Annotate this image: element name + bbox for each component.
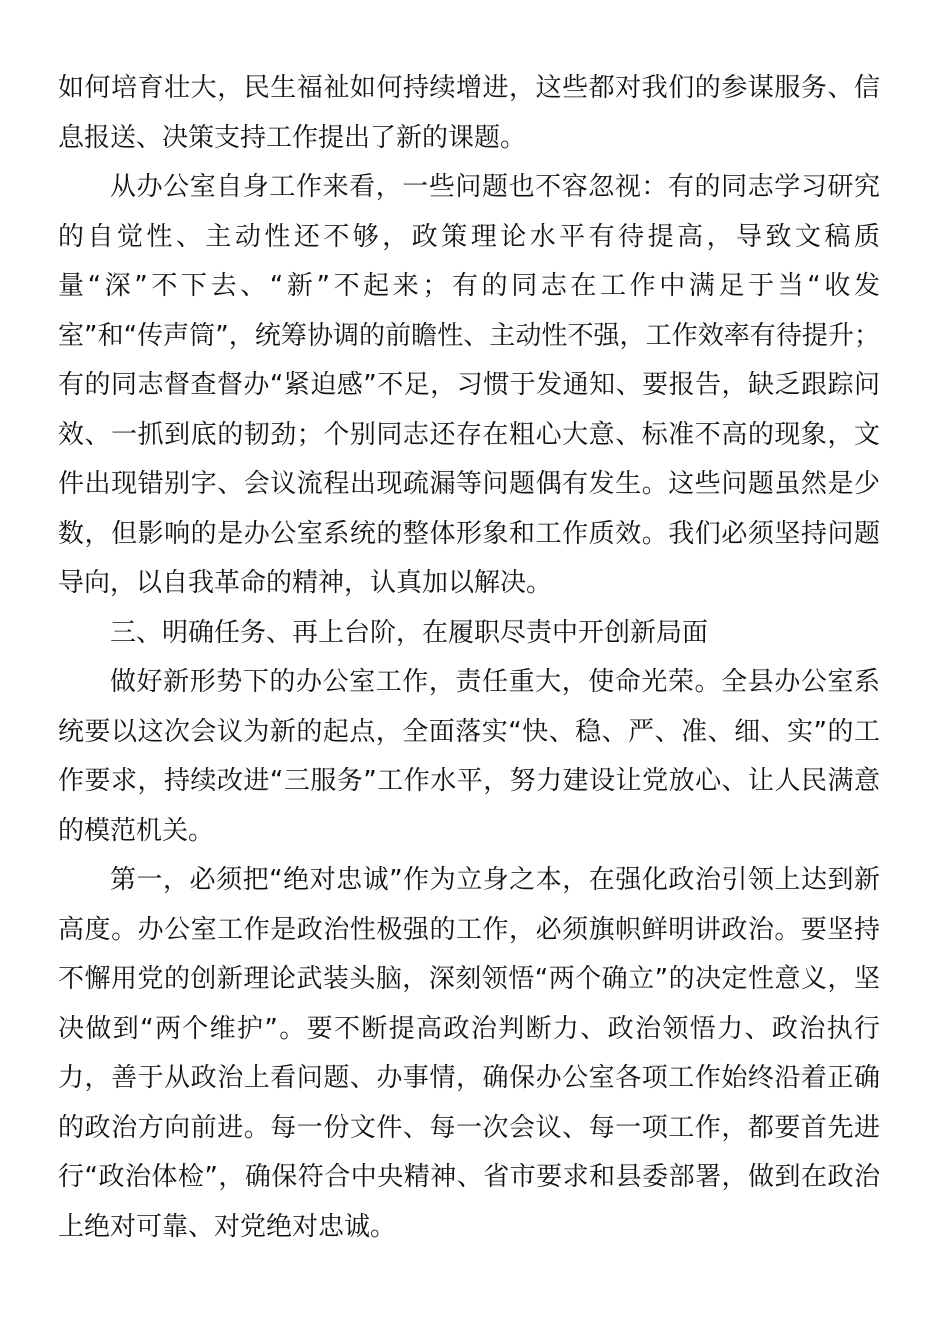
paragraph-office-issues: 从办公室自身工作来看，一些问题也不容忽视：有的同志学习研究的自觉性、主动性还不够，政策理论水平有待提高，导致文稿质量“深”不下去、“新”不起来；有的同志在工作中满足于当“收发室”和“传声筒”，统筹协调的前瞻性、主动性不强，工作效率有待提升；有的同志督查督办“紧迫感”不足，习惯于发通知、要报告，缺乏跟踪问效、一抓到底的韧劲；个别同志还存在粗心大意、标准不高的现象，文件出现错别字、会议流程出现疏漏等问题偶有发生。这些问题虽然是少数，但影响的是办公室系统的整体形象和工作质效。我们必须坚持问题导向，以自我革命的精神，认真加以解决。: [58, 172, 880, 598]
section-heading-three: 三、明确任务、再上台阶，在履职尽责中开创新局面: [110, 617, 709, 648]
paragraph-new-situation: 做好新形势下的办公室工作，责任重大，使命光荣。全县办公室系统要以这次会议为新的起点，全面落实“快、稳、严、准、细、实”的工作要求，持续改进“三服务”工作水平，努力建设让党放心、让人民满意的模范机关。: [58, 667, 880, 846]
document-page: [58, 64, 880, 1252]
paragraph-continued: 如何培育壮大，民生福祉如何持续增进，这些都对我们的参谋服务、信息报送、决策支持工作提出了新的课题。: [58, 73, 880, 153]
paragraph-first-loyalty: 第一，必须把“绝对忠诚”作为立身之本，在强化政治引领上达到新高度。办公室工作是政治性极强的工作，必须旗帜鲜明讲政治。要坚持不懈用党的创新理论武装头脑，深刻领悟“两个确立”的决定性意义，坚决做到“两个维护”。要不断提高政治判断力、政治领悟力、政治执行力，善于从政治上看问题、办事情，确保办公室各项工作始终沿着正确的政治方向前进。每一份文件、每一次会议、每一项工作，都要首先进行“政治体检”，确保符合中央精神、省市要求和县委部署，做到在政治上绝对可靠、对党绝对忠诚。: [58, 865, 880, 1242]
